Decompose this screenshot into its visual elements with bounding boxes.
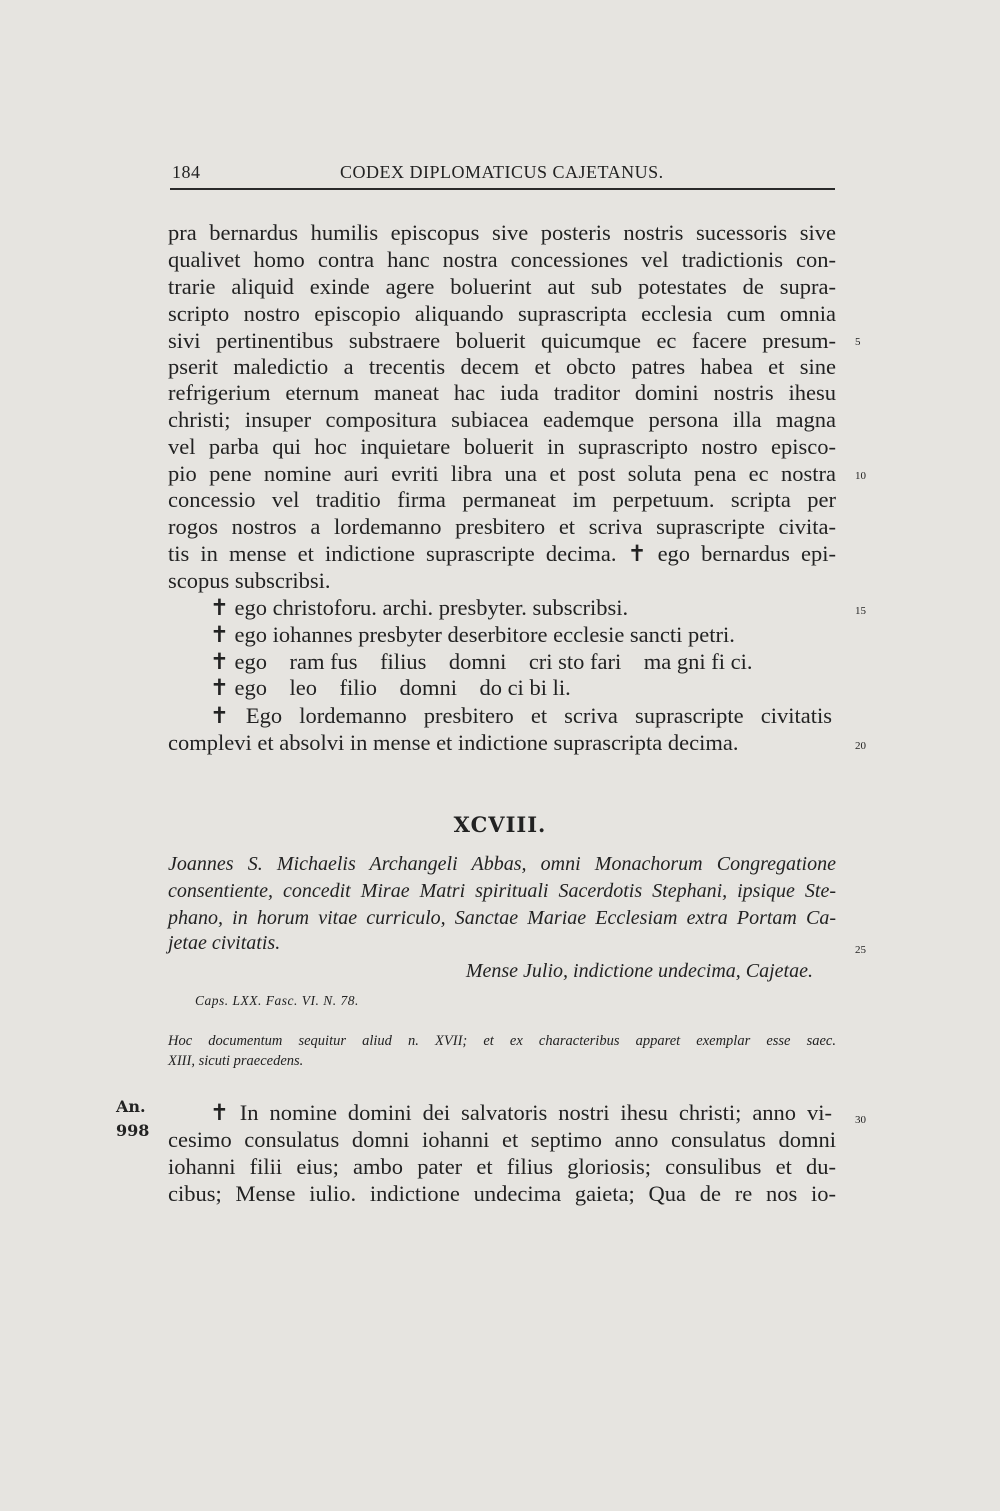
summary-line: phano, in horum vitae curriculo, Sanctae Mariae Ecclesiam extra Portam Ca- bbox=[168, 907, 836, 929]
closing-line: ✝ Ego lordemanno presbitero et scriva suprascripte civitatis bbox=[210, 703, 832, 728]
line-number: 25 bbox=[855, 944, 866, 956]
text-line: qualivet homo contra hanc nostra concessiones vel tradictionis con- bbox=[168, 247, 836, 272]
closing-line: complevi et absolvi in mense et indictione suprascripta decima. bbox=[168, 730, 739, 755]
editorial-note-line: XIII, sicuti praecedens. bbox=[168, 1053, 304, 1069]
text-line: pio pene nomine auri evriti libra una et post soluta pena ec nostra bbox=[168, 461, 836, 486]
header-rule bbox=[170, 188, 835, 190]
line-number: 15 bbox=[855, 605, 866, 617]
text-line: pra bernardus humilis episcopus sive posteris nostris sucessoris sive bbox=[168, 220, 836, 245]
line-number: 20 bbox=[855, 740, 866, 752]
running-title: CODEX DIPLOMATICUS CAJETANUS. bbox=[340, 162, 664, 182]
document-number: XCVIII. bbox=[453, 812, 547, 837]
line-number: 10 bbox=[855, 470, 866, 482]
text-line: concessio vel traditio firma permaneat im perpetuum. scripta per bbox=[168, 487, 836, 512]
signature-line: ✝ ego ram fus filius domni cri sto fari ma gni fi ci. bbox=[210, 649, 753, 674]
text-line: scripto nostro episcopio aliquando suprascripta ecclesia cum omnia bbox=[168, 301, 836, 326]
summary-line: jetae civitatis. bbox=[168, 932, 281, 954]
editorial-note-line: Hoc documentum sequitur aliud n. XVII; et ex characteribus apparet exemplar esse saec. bbox=[168, 1033, 836, 1049]
dateline: Mense Julio, indictione undecima, Cajetae. bbox=[465, 960, 813, 982]
text-line: sivi pertinentibus substraere boluerit quicumque ec facere presum- bbox=[168, 328, 836, 353]
signature-line: ✝ ego christoforu. archi. presbyter. subscribsi. bbox=[210, 595, 629, 620]
text-line: pserit maledictio a trecentis decem et obcto patres habea et sine bbox=[168, 354, 836, 379]
summary-line: consentiente, concedit Mirae Matri spirituali Sacerdotis Stephani, ipsique Ste- bbox=[168, 880, 836, 902]
line-number: 5 bbox=[855, 336, 861, 348]
text-line: vel parba qui hoc inquietare boluerit in suprascripto nostro episco- bbox=[168, 434, 836, 459]
summary-line: Joannes S. Michaelis Archangeli Abbas, omni Monachorum Congregatione bbox=[168, 853, 836, 875]
page-number: 184 bbox=[172, 162, 201, 182]
text-line: tis in mense et indictione suprascripte decima. ✝ ego bernardus epi- bbox=[168, 541, 836, 566]
line-number: 30 bbox=[855, 1114, 866, 1126]
charter-line: iohanni filii eius; ambo pater et filius gloriosis; consulibus et du- bbox=[168, 1154, 836, 1179]
archive-source: Caps. LXX. Fasc. VI. N. 78. bbox=[195, 993, 359, 1008]
margin-year: 998 bbox=[116, 1121, 150, 1140]
page-header bbox=[170, 158, 835, 186]
text-line: rogos nostros a lordemanno presbitero et scriva suprascripte civita- bbox=[168, 514, 836, 539]
signature-line: ✝ ego iohannes presbyter deserbitore ecclesie sancti petri. bbox=[210, 622, 735, 647]
charter-line: cesimo consulatus domni iohanni et septimo anno consulatus domni bbox=[168, 1127, 836, 1152]
text-line: christi; insuper compositura subiacea eademque persona illa magna bbox=[168, 407, 836, 432]
text-line: trarie aliquid exinde agere boluerint aut sub potestates de supra- bbox=[168, 274, 836, 299]
margin-anno-label: An. bbox=[116, 1097, 146, 1116]
charter-line: cibus; Mense iulio. indictione undecima gaieta; Qua de re nos io- bbox=[168, 1181, 836, 1206]
text-line: refrigerium eternum maneat hac iuda traditor domini nostris ihesu bbox=[168, 380, 836, 405]
text-line: scopus subscribsi. bbox=[168, 568, 331, 593]
signature-line: ✝ ego leo filio domni do ci bi li. bbox=[210, 675, 571, 700]
charter-line: ✝ In nomine domini dei salvatoris nostri ihesu christi; anno vi- bbox=[210, 1100, 832, 1125]
